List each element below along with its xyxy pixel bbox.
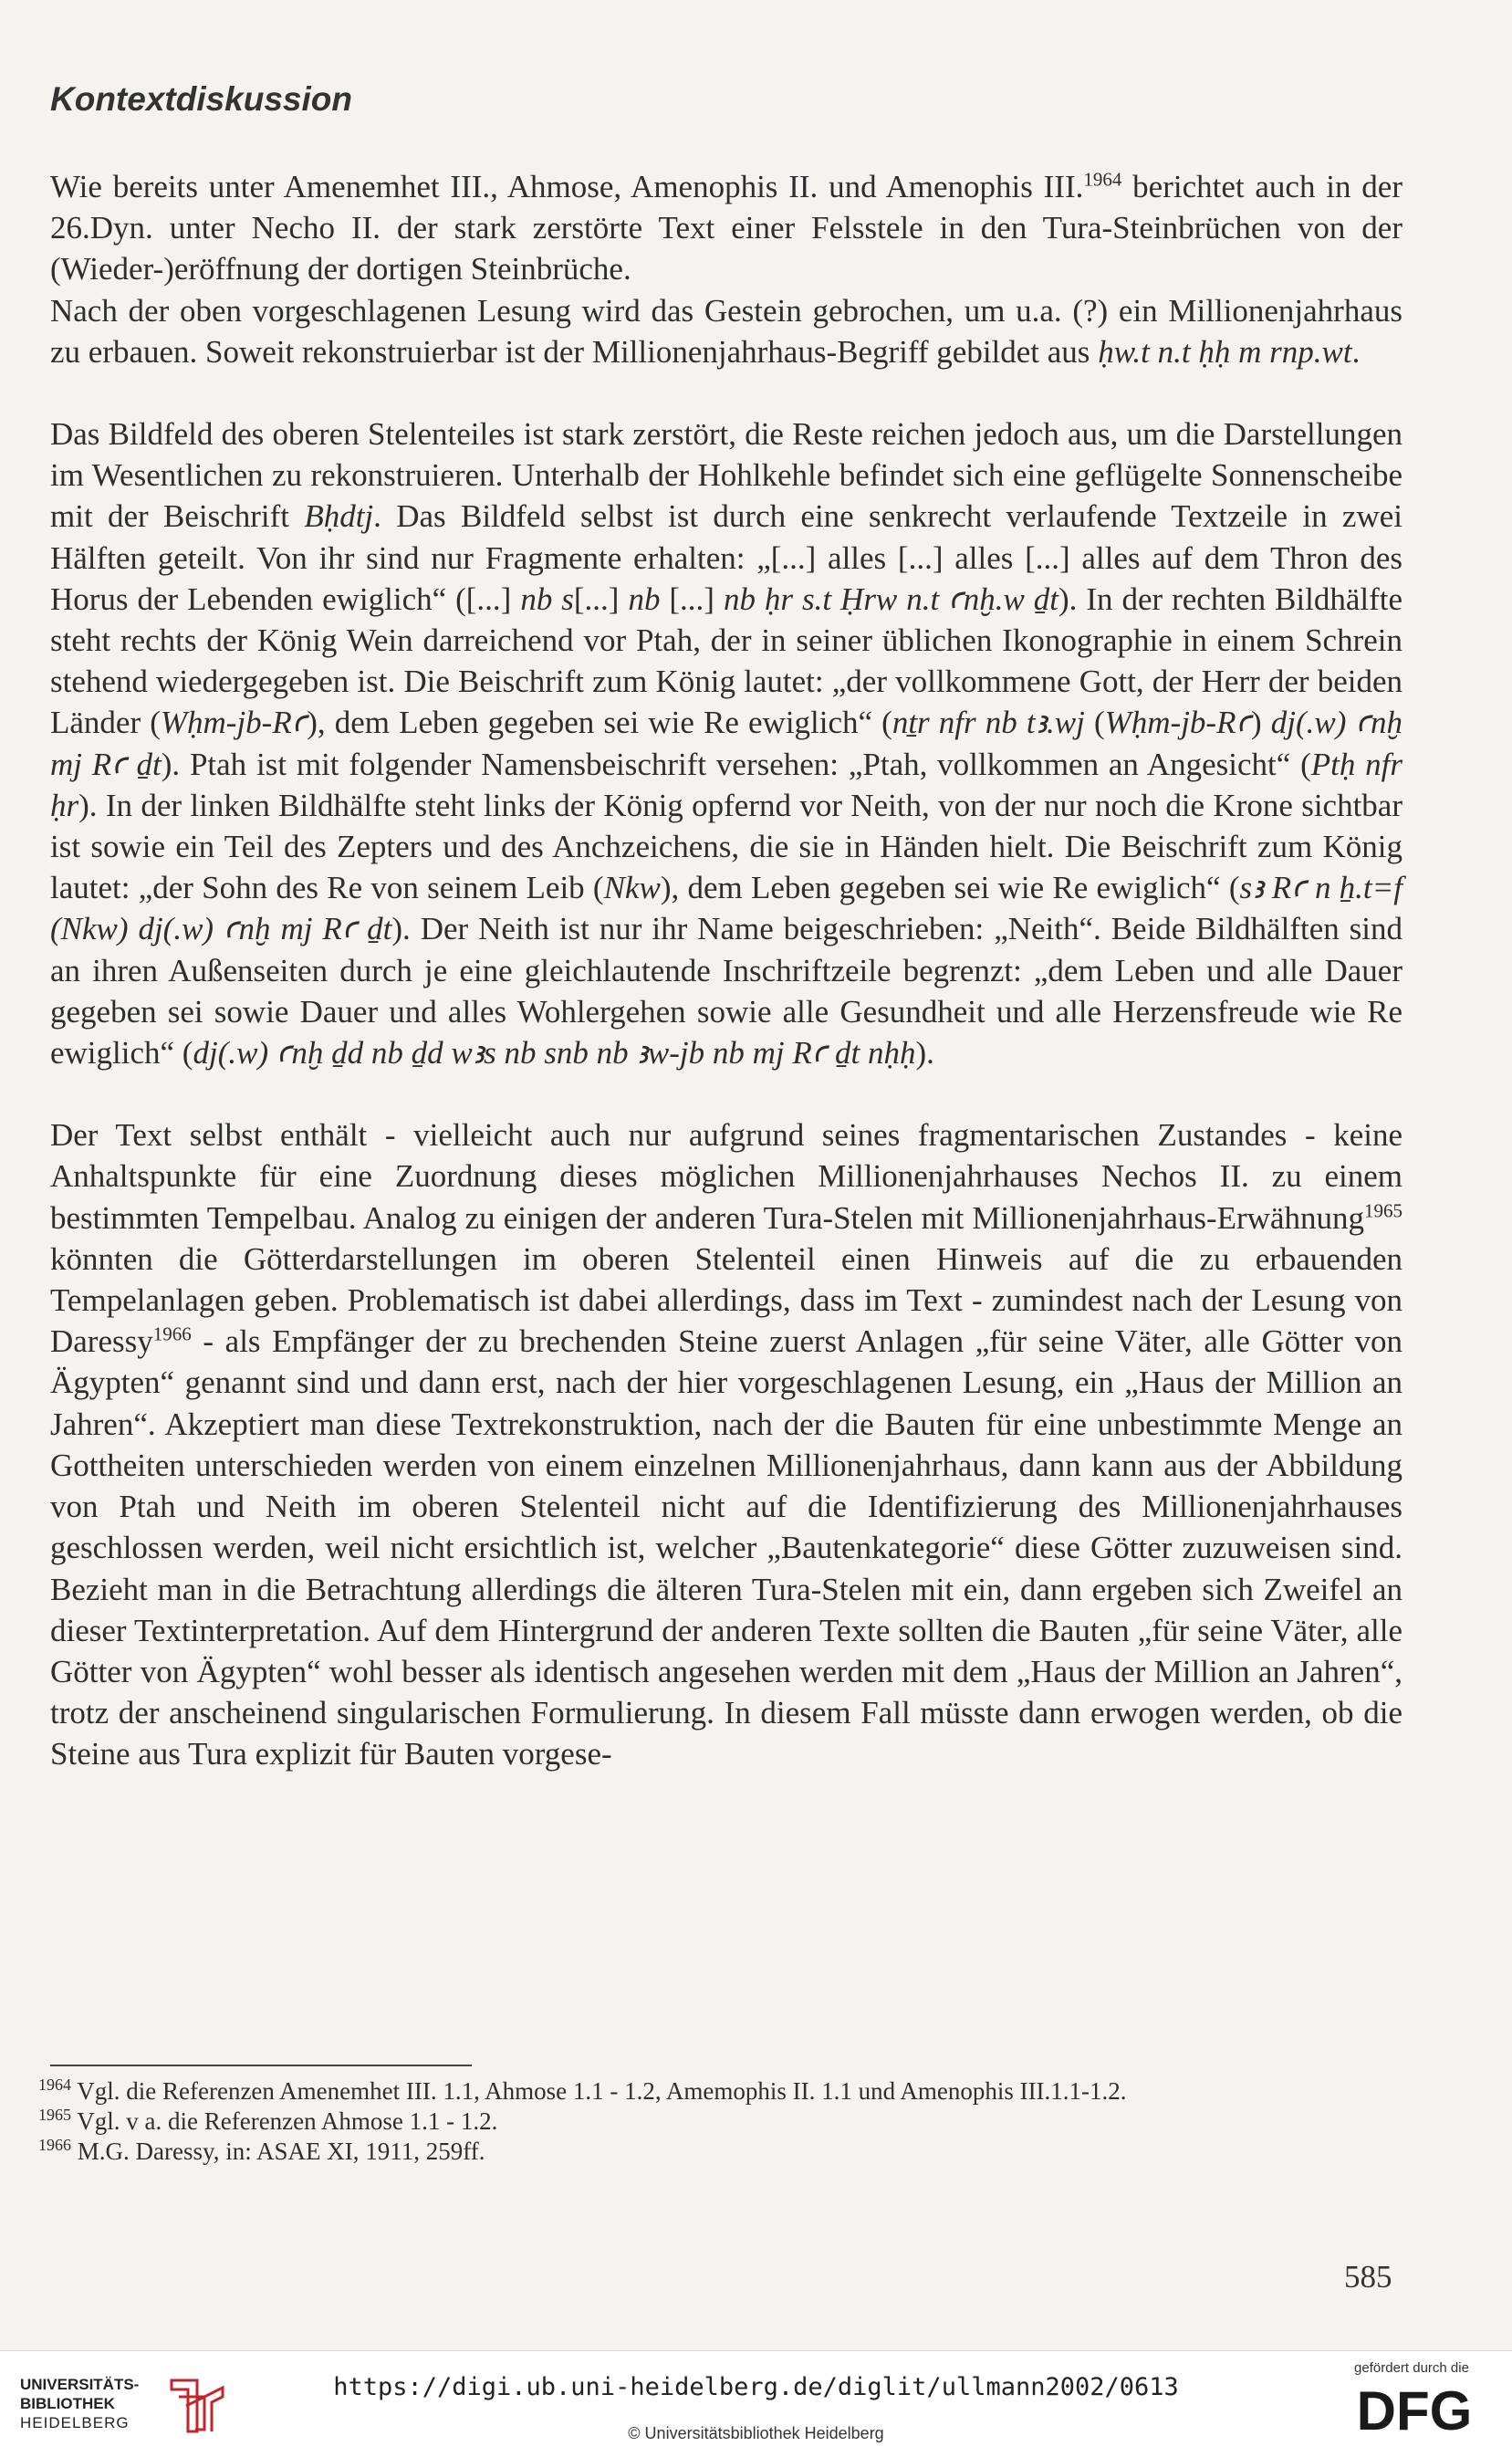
library-name-line: BIBLIOTHEK — [20, 2395, 115, 2412]
transliteration: nb s — [520, 580, 574, 617]
transliteration: Wḥm-jb-Rꜥ — [1104, 705, 1251, 741]
text-run: ) — [1250, 705, 1271, 741]
text-run: Wie bereits unter Amenemhet III., Ahmose, Amenophis II. und Amenophis III. — [50, 169, 1084, 204]
footnotes — [38, 2076, 1407, 2167]
page-url-link[interactable]: https://digi.ub.uni-heidelberg.de/diglit/ullmann2002/0613 — [333, 2373, 1179, 2401]
transliteration: nṯr nfr nb tꜣ.wj — [892, 705, 1085, 741]
text-run: ). In der rechten Bildhälfte steht rechts der König Wein darreichend vor Ptah, der in seiner üblichen Ikonographie in einem Schrein stehend wiedergegeben ist. Die Beischrift zum König lautet: „der vollkommene Gott, der Herr der beiden Länder ( — [50, 580, 1403, 741]
text-run: berichtet auch in der 26.Dyn. unter Necho II. der stark zerstörte Text einer Felsstele in den Tura-Steinbrüchen von der (Wieder-)eröffnung der dortigen Steinbrüche. — [50, 169, 1403, 288]
footnote-ref[interactable]: 1964 — [1083, 168, 1122, 191]
text-run: Nach der oben vorgeschlagenen Lesung wird das Gestein gebrochen, um u.a. (?) ein Millionenjahrhaus zu erbauen. Soweit rekonstruierbar ist der Millionenjahrhaus-Begriff gebildet aus — [50, 292, 1403, 370]
transliteration: nb — [628, 580, 661, 617]
text-run: könnten die Götterdarstellungen im oberen Stelenteil einen Hinweis auf die zu erbauenden Tempelanlagen geben. Problematisch ist dabei allerdings, dass im Text - zumindest nach der Lesung von Daressy — [50, 1240, 1403, 1360]
text-run: [...] — [660, 580, 724, 617]
paragraph-1 — [50, 166, 1403, 290]
footnote-ref[interactable]: 1965 — [1364, 1199, 1403, 1222]
transliteration: nb ḥr s.t Ḥrw n.t ꜥnḫ.w ḏt — [723, 580, 1058, 617]
footnote-text: Vgl. v a. die Referenzen Ahmose 1.1 - 1.2. — [71, 2107, 498, 2135]
dfg-logo-text: DFG — [1356, 2380, 1473, 2437]
footnote-number: 1966 — [38, 2136, 71, 2154]
footnote-divider — [50, 2065, 472, 2066]
footnote-text: Vgl. die Referenzen Amenemhet III. 1.1, Ahmose 1.1 - 1.2, Amemophis II. 1.1 und Amenophis III.1.1-1.2. — [71, 2077, 1127, 2105]
text-run: ), dem Leben gegeben sei wie Re ewiglich“ ( — [660, 870, 1240, 906]
paragraph-2 — [50, 290, 1403, 372]
transliteration: Nkw — [603, 870, 661, 906]
section-heading: Kontextdiskussion — [50, 80, 352, 118]
text-run: ). — [915, 1035, 934, 1072]
paragraph-3 — [50, 413, 1403, 1073]
text-run: . Das Bildfeld selbst ist durch eine senkrecht verlaufende Textzeile in zwei Hälften geteilt. Von ihr sind nur Fragmente erhalten: „[...] alles [...] alles [...] alles auf dem Thron des Horus der Lebenden ewiglich“ ([...] — [50, 498, 1403, 617]
copyright-notice: © Universitätsbibliothek Heidelberg — [628, 2424, 884, 2442]
text-run: . — [1351, 333, 1361, 370]
text-run: ). Ptah ist mit folgender Namensbeischrift versehen: „Ptah, vollkommen an Angesicht“ ( — [161, 746, 1311, 782]
text-run: ( — [1084, 705, 1105, 741]
transliteration: Wḥm-jb-Rꜥ — [160, 705, 308, 741]
text-run: ). Der Neith ist nur ihr Name beigeschrieben: „Neith“. Beide Bildhälften sind an ihren Außenseiten durch je eine gleichlautende Inschriftzeile begrenzt: „dem Leben und alle Dauer gegeben sei sowie Dauer und alles Wohlergehen sowie alle Gesundheit und alle Herzensfreude wie Re ewiglich“ ( — [50, 911, 1403, 1072]
library-name-line: UNIVERSITÄTS- — [20, 2376, 140, 2393]
text-run: ), dem Leben gegeben sei wie Re ewiglich“ ( — [307, 705, 892, 741]
page-number: 585 — [1344, 2259, 1392, 2295]
transliteration: dj(.w) ꜥnḫ mj Rꜥ ḏt — [50, 705, 1403, 782]
footnote-ref[interactable]: 1966 — [152, 1323, 192, 1345]
footnote — [38, 2137, 1407, 2167]
text-run: [...] — [573, 580, 629, 617]
transliteration: sꜣ Rꜥ n ẖ.t=f (Nkw) dj(.w) ꜥnḫ mj Rꜥ ḏt — [50, 870, 1403, 947]
footnote-text: M.G. Daressy, in: ASAE XI, 1911, 259ff. — [71, 2138, 485, 2165]
body-text — [50, 166, 1403, 1775]
text-run: Das Bildfeld des oberen Stelenteiles ist stark zerstört, die Reste reichen jedoch aus, um die Darstellungen im Wesentlichen zu rekonstruieren. Unterhalb der Hohlkehle befindet sich eine geflügelte Sonnenscheibe mit der Beischrift — [50, 416, 1403, 535]
text-run: ). In der linken Bildhälfte steht links der König opfernd vor Neith, von der nur noch die Krone sichtbar ist sowie ein Teil des Zepters und des Anchzeichens, die sie in Händen hielt. Die Beischrift zum König lautet: „der Sohn des Re von seinem Leib ( — [50, 787, 1403, 906]
text-run: - als Empfänger der zu brechenden Steine zuerst Anlagen „für seine Väter, alle Götter von Ägypten“ genannt sind und dann erst, nach der hier vorgeschlagenen Lesung, ein „Haus der Million an Jahren“. Akzeptiert man diese Textrekonstruktion, nach der die Bauten für eine unbestimmte Menge an Gottheiten unterschieden werden von einem einzelnen Millionenjahrhaus, dann kann aus der Abbildung von Ptah und Neith im oberen Stelenteil nicht auf die Identifizierung des Millionenjahrhauses geschlossen werden, weil nicht ersichtlich ist, welcher „Bautenkategorie“ diese Götter zuzuweisen sind. Bezieht man in die Betrachtung allerdings die älteren Tura-Stelen mit ein, dann ergeben sich Zweifel an dieser Textinterpretation. Auf dem Hintergrund der anderen Texte sollten die Bauten „für seine Väter, alle Götter von Ägypten“ wohl besser als identisch angesehen werden mit dem „Haus der Million an Jahren“, trotz der anscheinend singularischen Formulierung. In diesem Fall müsste dann erwogen werden, ob die Steine aus Tura explizit für Bauten vorgese- — [50, 1323, 1403, 1772]
transliteration: ḥw.t n.t ḥḥ m rnp.wt — [1098, 333, 1352, 370]
library-name-line: HEIDELBERG — [20, 2414, 130, 2431]
transliteration: dj(.w) ꜥnḫ ḏd nb ḏd wꜣs nb snb nb ꜣw-jb nb mj Rꜥ ḏt nḥḥ — [193, 1035, 916, 1072]
dfg-caption: gefördert durch die — [1354, 2360, 1469, 2376]
footnote-number: 1965 — [38, 2106, 71, 2124]
transliteration: Ptḥ nfr ḥr — [50, 746, 1403, 823]
transliteration: Bḥdtj — [304, 498, 374, 535]
dfg-logo-icon — [1341, 2380, 1487, 2437]
footnote — [38, 2076, 1407, 2107]
dfg-logo-block[interactable] — [1334, 2360, 1498, 2452]
footnote — [38, 2107, 1407, 2137]
text-run: Der Text selbst enthält - vielleicht auch nur aufgrund seines fragmentarischen Zustandes - keine Anhaltspunkte für eine Zuordnung dieses möglichen Millionenjahrhauses Nechos II. zu einem bestimmten Tempelbau. Analog zu einigen der anderen Tura-Stelen mit Millionenjahrhaus-Erwähnung — [50, 1117, 1403, 1236]
paragraph-4 — [50, 1114, 1403, 1774]
footnote-number: 1964 — [38, 2075, 71, 2094]
viewer-footer — [0, 2350, 1512, 2457]
